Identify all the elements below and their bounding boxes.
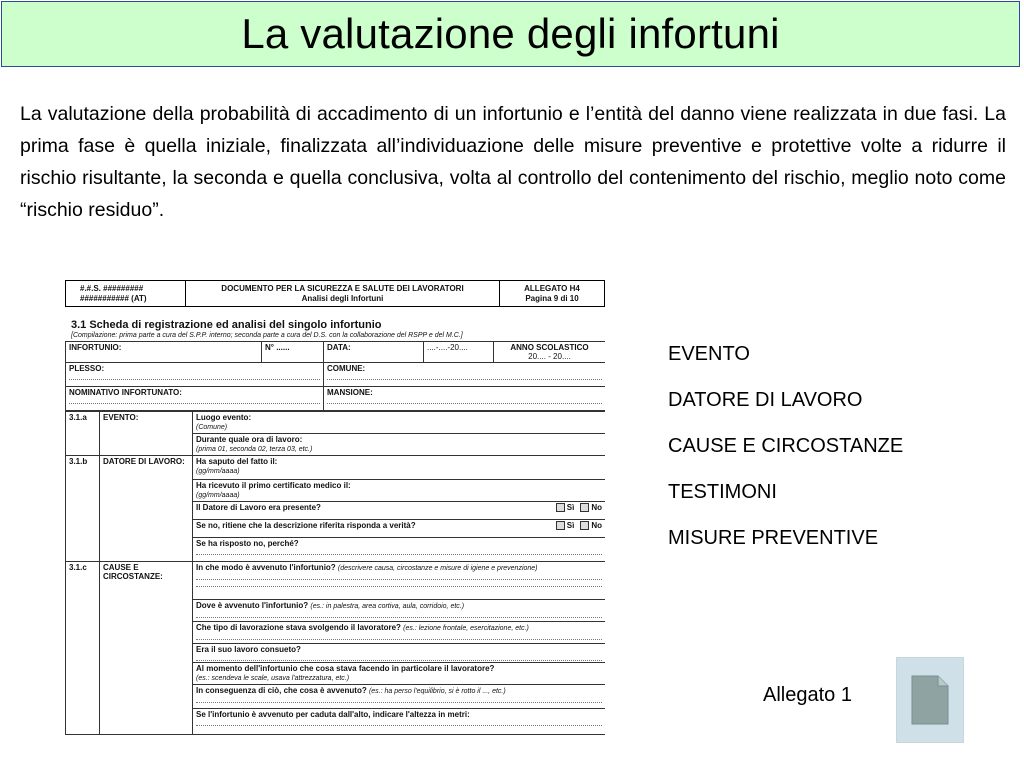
field-mansione: MANSIONE: bbox=[324, 387, 606, 411]
evento-code: 3.1.a bbox=[66, 412, 100, 456]
field-numero: N° ...... bbox=[262, 342, 324, 363]
field-comune: COMUNE: bbox=[324, 363, 606, 387]
form-header bbox=[65, 280, 605, 307]
checkbox-no-icon bbox=[580, 503, 589, 512]
checkbox-no-icon bbox=[580, 521, 589, 530]
intro-paragraph: La valutazione della probabilità di accadimento di un infortunio e l’entità del danno viene realizzata in due fasi. La prima fase è quella iniziale, finalizzata all’individuazione delle misure preventive e protettive volte a ridurre il rischio risultante, la seconda e quella conclusiva, volta al controllo del contenimento del rischio, meglio noto come “rischio residuo”. bbox=[20, 103, 1006, 221]
topic-item: CAUSE E CIRCOSTANZE bbox=[668, 435, 904, 457]
topic-item: EVENTO bbox=[668, 343, 750, 365]
form-doc-title: DOCUMENTO PER LA SICUREZZA E SALUTE DEI LAVORATORI Analisi degli Infortuni bbox=[186, 281, 500, 306]
field-nominativo: NOMINATIVO INFORTUNATO: bbox=[66, 387, 324, 411]
accident-form-image bbox=[65, 280, 605, 735]
cause-q7: Se l'infortunio è avvenuto per caduta dall'alto, indicare l'altezza in metri: bbox=[193, 709, 606, 735]
field-anno: ANNO SCOLASTICO 20.... - 20.... bbox=[494, 342, 606, 363]
form-section-note: [Compilazione: prima parte a cura del S.P.P. interno; seconda parte a cura del D.S. con la collaborazione del RSPP e del M.C.] bbox=[71, 332, 463, 339]
cause-q5: Al momento dell'infortunio che cosa stava facendo in particolare il lavoratore? (es.: scendeva le scale, usava l'attrezzatura, etc.) bbox=[193, 663, 606, 685]
datore-label: DATORE DI LAVORO: bbox=[100, 456, 193, 562]
cause-code: 3.1.c bbox=[66, 562, 100, 735]
checkbox-si-icon bbox=[556, 521, 565, 530]
form-top-fields bbox=[65, 341, 605, 411]
title-bar bbox=[1, 1, 1020, 67]
field-plesso: PLESSO: bbox=[66, 363, 324, 387]
datore-q5: Se ha risposto no, perché? bbox=[193, 538, 606, 562]
cause-q6: In conseguenza di ciò, che cosa è avvenuto? (es.: ha perso l'equilibrio, si è rotto il ..., etc.) bbox=[193, 685, 606, 709]
evento-label: EVENTO: bbox=[100, 412, 193, 456]
cause-q4: Era il suo lavoro consueto? bbox=[193, 644, 606, 663]
slide-title: La valutazione degli infortuni bbox=[241, 10, 780, 57]
document-icon bbox=[910, 674, 950, 726]
evento-q1: Luogo evento: (Comune) bbox=[193, 412, 606, 434]
evento-q2: Durante quale ora di lavoro: (prima 01, seconda 02, terza 03, etc.) bbox=[193, 434, 606, 456]
form-section-title: 3.1 Scheda di registrazione ed analisi del singolo infortunio bbox=[71, 319, 382, 331]
datore-q3: Il Datore di Lavoro era presente? Sì No bbox=[193, 502, 606, 520]
field-infortunio: INFORTUNIO: bbox=[66, 342, 262, 363]
datore-q1: Ha saputo del fatto il: (gg/mm/aaaa) bbox=[193, 456, 606, 480]
topic-list bbox=[668, 340, 903, 570]
cause-q3: Che tipo di lavorazione stava svolgendo il lavoratore? (es.: lezione frontale, esercitazione, etc.) bbox=[193, 622, 606, 644]
checkbox-si-icon bbox=[556, 503, 565, 512]
field-data-value: ....-....-20.... bbox=[424, 342, 494, 363]
cause-q2: Dove è avvenuto l'infortunio? (es.: in palestra, area cortiva, aula, corridoio, etc.) bbox=[193, 600, 606, 622]
field-data: DATA: bbox=[324, 342, 424, 363]
form-code: #.#.S. ######### ########### (AT) bbox=[66, 281, 186, 306]
cause-q1: In che modo è avvenuto l'infortunio? (descrivere causa, circostanze e misure di igiene e prevenzione) bbox=[193, 562, 606, 600]
form-allegato: ALLEGATO H4 Pagina 9 di 10 bbox=[524, 283, 580, 303]
datore-code: 3.1.b bbox=[66, 456, 100, 562]
topic-item: DATORE DI LAVORO bbox=[668, 389, 863, 411]
datore-q4: Se no, ritiene che la descrizione riferita risponda a verità? Sì No bbox=[193, 520, 606, 538]
datore-q2: Ha ricevuto il primo certificato medico il: (gg/mm/aaaa) bbox=[193, 480, 606, 502]
allegato-label: Allegato 1 bbox=[763, 684, 852, 706]
form-sections bbox=[65, 411, 605, 735]
allegato-document-button[interactable] bbox=[896, 657, 964, 743]
topic-item: TESTIMONI bbox=[668, 481, 777, 503]
cause-label: CAUSE E CIRCOSTANZE: bbox=[100, 562, 193, 735]
topic-item: MISURE PREVENTIVE bbox=[668, 527, 879, 549]
